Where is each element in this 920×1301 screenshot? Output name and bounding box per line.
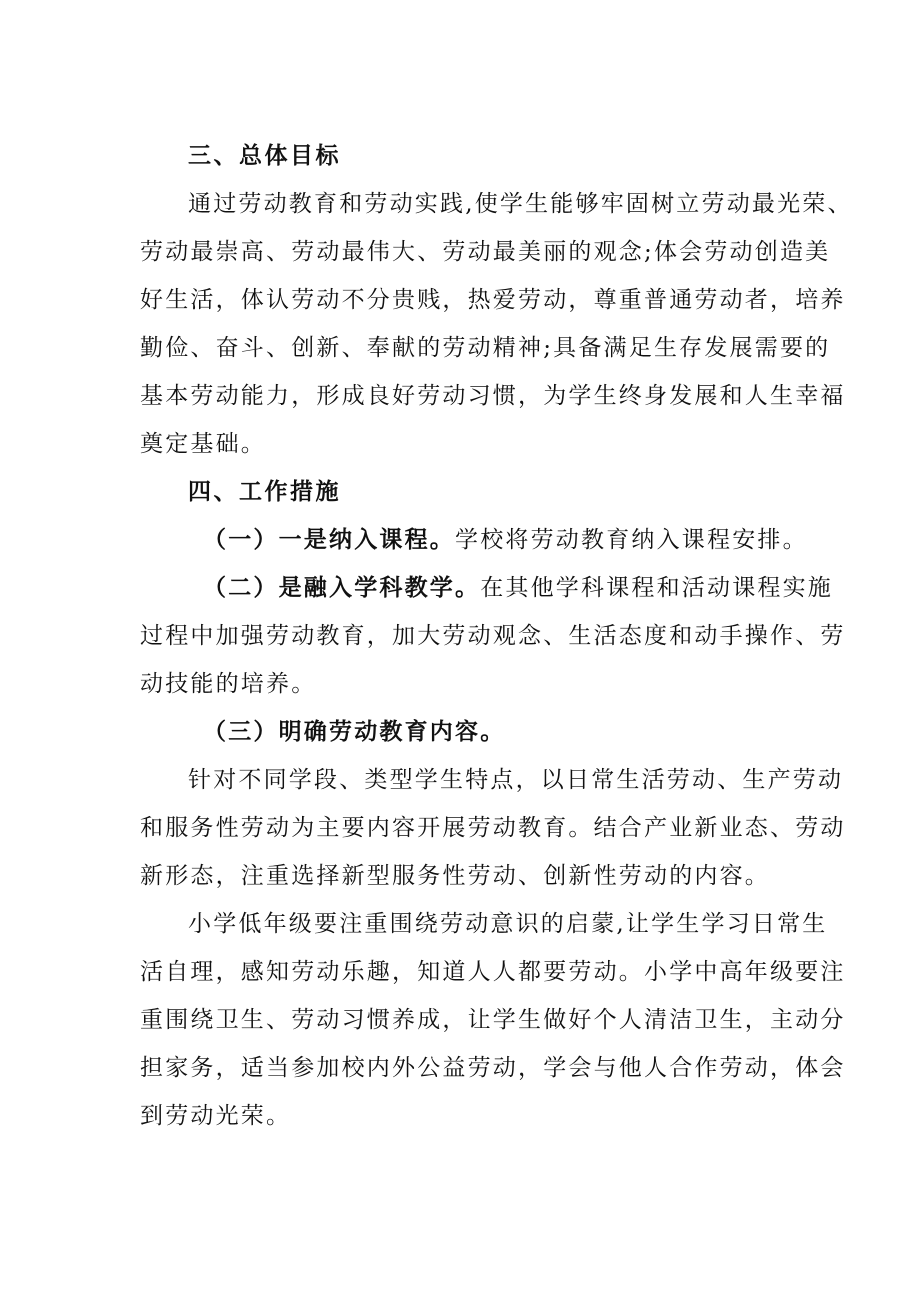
paragraph-line: 小学低年级要注重围绕劳动意识的启蒙,让学生学习日常生 — [188, 911, 828, 937]
paragraph-line: 针对不同学段、类型学生特点，以日常生活劳动、生产劳动 — [188, 767, 844, 793]
measure-item-2-title: （二）是融入学科教学。 — [203, 574, 481, 601]
paragraph-line: 活自理，感知劳动乐趣，知道人人都要劳动。小学中高年级要注 — [140, 959, 846, 985]
paragraph-line: 通过劳动教育和劳动实践,使学生能够牢固树立劳动最光荣、 — [188, 191, 853, 217]
paragraph-line: 过程中加强劳动教育，加大劳动观念、生活态度和动手操作、劳 — [140, 623, 846, 649]
measure-item-1-title: （一）一是纳入课程。 — [203, 526, 455, 553]
measure-item-3-title: （三）明确劳动教育内容。 — [203, 718, 506, 745]
paragraph-line: 勤俭、奋斗、创新、奉献的劳动精神;具备满足生存发展需要的 — [140, 335, 831, 361]
measure-item-2 — [203, 573, 834, 603]
paragraph-line: 基本劳动能力，形成良好劳动习惯，为学生终身发展和人生幸福 — [140, 383, 846, 409]
paragraph-line: 动技能的培养。 — [140, 671, 317, 697]
paragraph-line: 劳动最崇高、劳动最伟大、劳动最美丽的观念;体会劳动创造美 — [140, 239, 831, 265]
paragraph-line: 新形态，注重选择新型服务性劳动、创新性劳动的内容。 — [140, 863, 770, 889]
paragraph-line: 重围绕卫生、劳动习惯养成，让学生做好个人清洁卫生，主动分 — [140, 1007, 846, 1033]
section-heading-work-measures: 四、工作措施 — [188, 478, 341, 505]
paragraph-line: 奠定基础。 — [140, 431, 266, 457]
measure-item-1 — [203, 525, 808, 555]
measure-item-1-text: 学校将劳动教育纳入课程安排。 — [455, 527, 808, 553]
paragraph-line: 担家务，适当参加校内外公益劳动，学会与他人合作劳动，体会 — [140, 1055, 846, 1081]
section-heading-overall-goals: 三、总体目标 — [188, 142, 341, 169]
paragraph-line: 和服务性劳动为主要内容开展劳动教育。结合产业新业态、劳动 — [140, 815, 846, 841]
paragraph-line: 好生活，体认劳动不分贵贱，热爱劳动，尊重普通劳动者，培养 — [140, 287, 846, 313]
paragraph-line: 到劳动光荣。 — [140, 1103, 292, 1129]
measure-item-2-text: 在其他学科课程和活动课程实施 — [480, 575, 834, 601]
